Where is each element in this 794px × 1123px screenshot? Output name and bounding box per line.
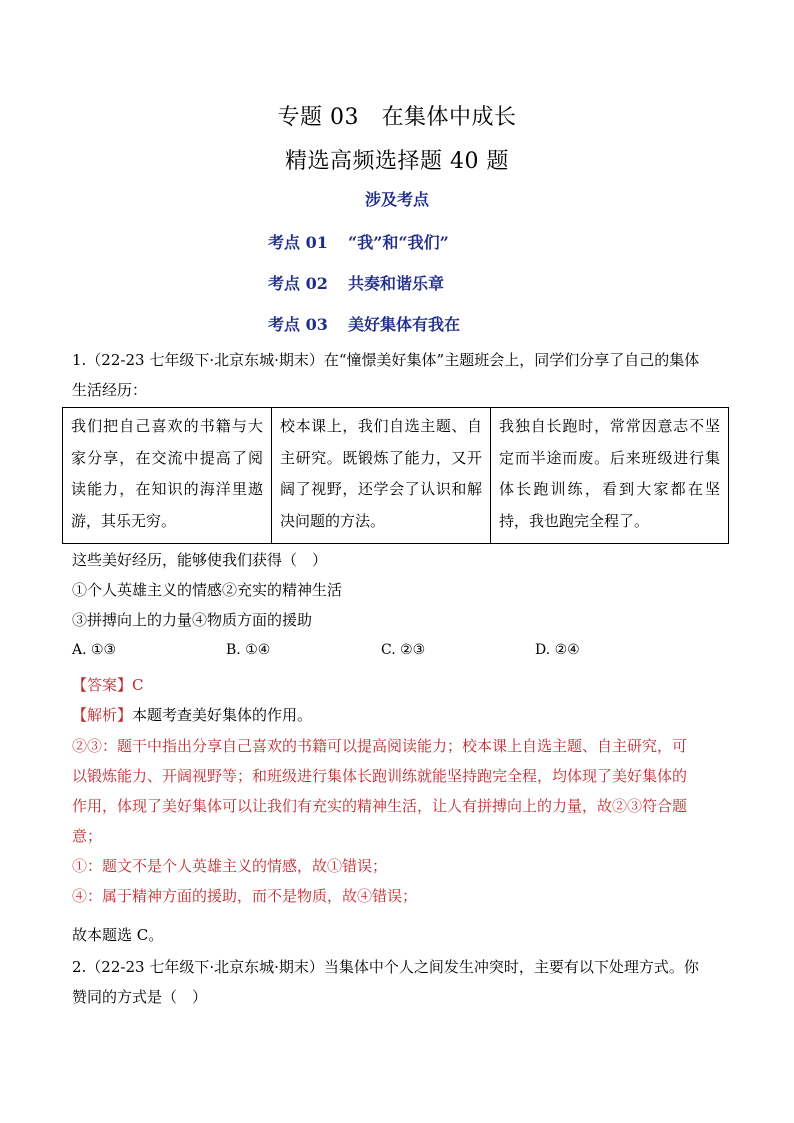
stem-line: 赞同的方式是（ ）: [72, 988, 208, 1006]
choice-d: D. ②④: [535, 642, 580, 658]
kaodian-item: [268, 312, 460, 335]
kaodian-code: 考点 02: [268, 274, 328, 293]
kaodian-name: 美好集体有我在: [348, 315, 461, 334]
experience-table: [62, 407, 729, 544]
question-2-stem: [72, 952, 724, 1012]
question-1-stem: [72, 345, 724, 405]
explanation-line: ④：属于精神方面的援助，而不是物质，故④错误；: [72, 887, 418, 905]
document-title: 专题 03 在集体中成长: [277, 105, 517, 130]
kaodian-item: [268, 271, 444, 294]
table-row: [63, 408, 729, 544]
explanation-line: 意；: [72, 827, 103, 845]
table-cell: 我独自长跑时，常常因意志不坚定而半途而废。后来班级进行集体长跑训练，看到大家都在坚持，我也跑完全程了。: [491, 408, 729, 544]
explanation-line: 以锻炼能力、开阔视野等；和班级进行集体长跑训练就能坚持跑完全程，均体现了美好集体的: [72, 767, 688, 785]
explanation-line: ②③：题干中指出分享自己喜欢的书籍可以提高阅读能力；校本课上自选主题、自主研究，可: [72, 737, 688, 755]
answer-line: [72, 670, 724, 700]
stem-line: 1.（22-23 七年级下·北京东城·期末）在“憧憬美好集体”主题班会上，同学们分享了自己的集体: [72, 351, 700, 369]
kaodian-name: 共奏和谐乐章: [348, 274, 445, 293]
table-cell: 我们把自己喜欢的书籍与大家分享，在交流中提高了阅读能力，在知识的海洋里遨游，其乐无穷。: [63, 408, 272, 544]
analysis-text: 本题考查美好集体的作用。: [132, 706, 313, 724]
section-heading: 涉及考点: [364, 190, 429, 209]
answer-label: 【答案】: [72, 676, 133, 694]
kaodian-name: “我”和“我们”: [348, 233, 449, 252]
kaodian-code: 考点 01: [268, 233, 328, 252]
choice-a: A. ①③: [72, 642, 117, 658]
explanation-line: 作用，体现了美好集体可以让我们有充实的精神生活，让人有拼搏向上的力量，故②③符合题: [72, 797, 688, 815]
option-items-line: ③拼搏向上的力量④物质方面的援助: [72, 611, 313, 629]
explanation-line: ①：题文不是个人英雄主义的情感，故①错误；: [72, 857, 388, 875]
analysis-line: [72, 700, 724, 730]
choice-b: B. ①④: [226, 642, 271, 658]
stem-line: 2.（22-23 七年级下·北京东城·期末）当集体中个人之间发生冲突时，主要有以下处理方式。你: [72, 958, 699, 976]
kaodian-code: 考点 03: [268, 315, 328, 334]
stem-line: 生活经历：: [72, 381, 148, 399]
question-1-prompt: 这些美好经历，能够使我们获得（ ）: [72, 551, 328, 569]
choice-c: C. ②③: [381, 642, 426, 658]
table-cell: 校本课上，我们自选主题、自主研究。既锻炼了能力，又开阔了视野，还学会了认识和解决问题的方法。: [272, 408, 491, 544]
kaodian-item: [268, 230, 449, 253]
analysis-label: 【解析】: [72, 706, 133, 724]
answer-value: C: [132, 676, 144, 694]
option-items-line: ①个人英雄主义的情感②充实的精神生活: [72, 581, 343, 599]
conclusion-line: 故本题选 C。: [72, 926, 164, 944]
document-subtitle: 精选高频选择题 40 题: [285, 149, 509, 174]
explanation-block: [72, 731, 724, 911]
